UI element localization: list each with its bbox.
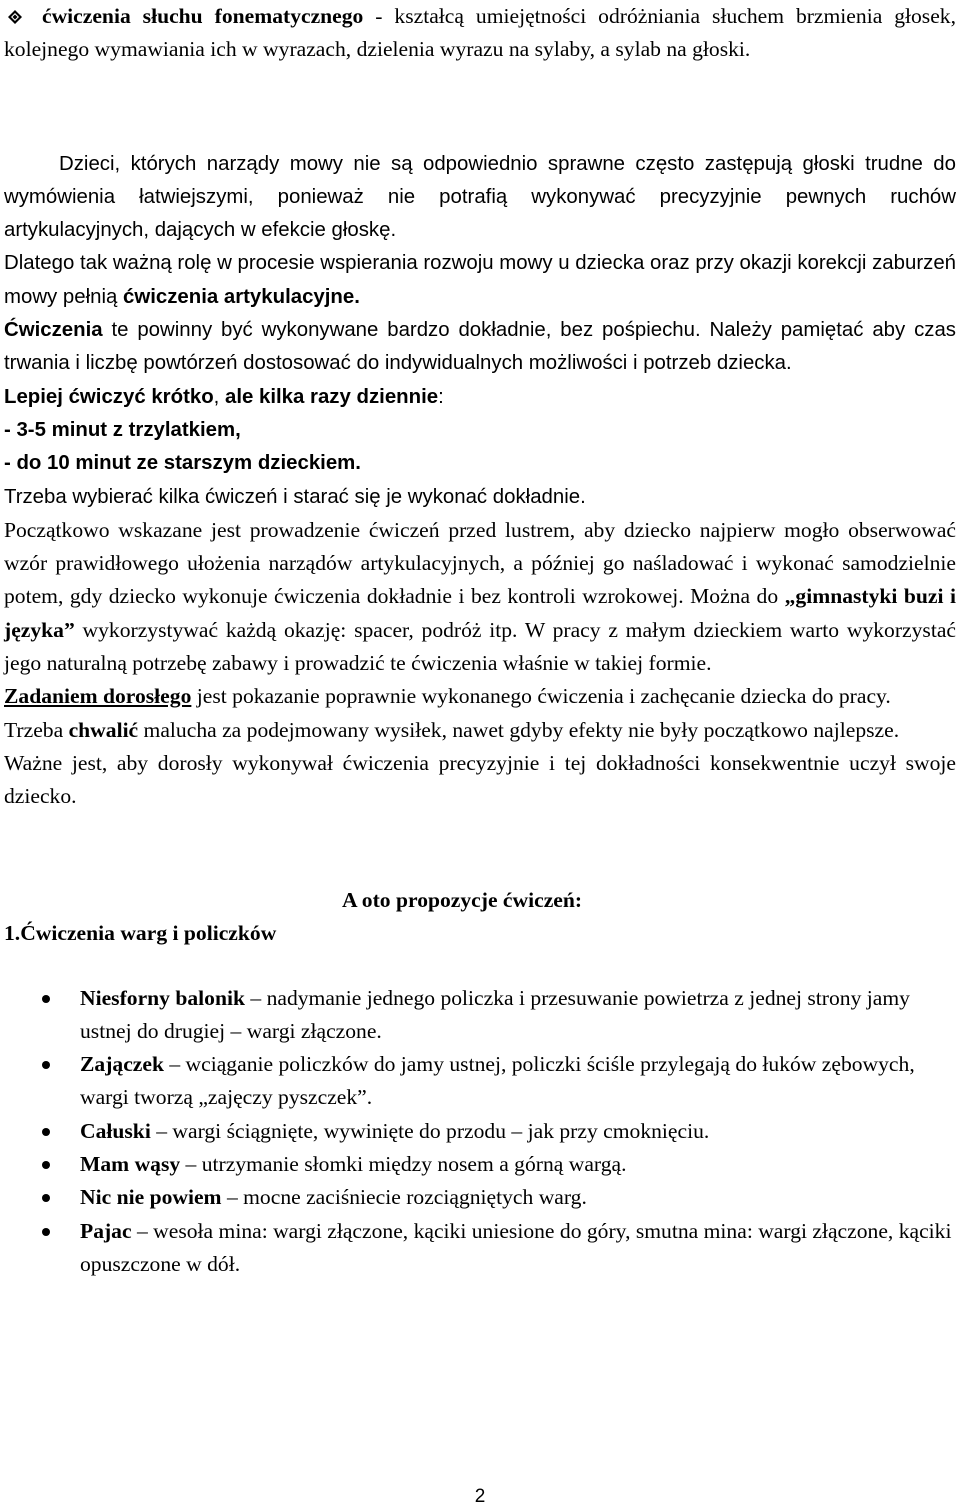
paragraph-5 [4, 414, 956, 447]
bullet-dot-icon [42, 1194, 50, 1202]
exercise-item [4, 1048, 956, 1115]
paragraph-8-bold: „gimnastyki buzi i języka” [4, 584, 956, 642]
exercise-name: Mam wąsy [80, 1152, 181, 1177]
paragraph-8-text-a: Początkowo wskazane jest prowadzenie ćwiczeń przed lustrem, aby dziecko najpierw mogło obserwować wzór prawidłowego ułożenia narządów artykulacyjnych, a później go naśladować i wykonać samodzielnie potem, gdy dziecko wykonuje ćwiczenia dokładnie i bez kontroli wzrokowej. Można do [4, 517, 956, 609]
exercise-desc: – wciąganie policzków do jamy ustnej, policzki ściśle przylegają do łuków zębowych, wargi tworzą „zajęczy pyszczek”. [80, 1052, 915, 1110]
bullet-dot-icon [42, 995, 50, 1003]
paragraph-8 [4, 514, 956, 680]
paragraph-9-underlined: Zadaniem dorosłego [4, 684, 192, 709]
exercise-item [4, 1181, 956, 1214]
exercise-name: Zajączek [80, 1052, 164, 1077]
paragraph-10-text-a: Trzeba [4, 717, 69, 742]
duration-10: - do 10 minut ze starszym dzieckiem. [4, 452, 361, 475]
exercise-item [4, 1215, 956, 1282]
bullet-dot-icon [42, 1061, 50, 1069]
paragraph-2-bold: ćwiczenia artykulacyjne. [123, 285, 360, 308]
paragraph-2 [4, 247, 956, 314]
exercise-desc: – utrzymanie słomki między nosem a górną wargą. [180, 1152, 627, 1177]
bullet-dot-icon [42, 1228, 50, 1236]
intro-paragraph [4, 0, 956, 67]
proposals-heading: A oto propozycje ćwiczeń: [342, 887, 583, 912]
paragraph-4-bold-a: Lepiej ćwiczyć krótko [4, 385, 214, 408]
paragraph-2-text: Dlatego tak ważną rolę w procesie wspierania rozwoju mowy u dziecka oraz przy okazji korekcji zaburzeń mowy pełnią [4, 252, 956, 308]
exercise-name: Pajac [80, 1218, 132, 1243]
paragraph-3 [4, 314, 956, 381]
exercise-desc: – wesoła mina: wargi złączone, kąciki uniesione do góry, smutna mina: wargi złączone, kąciki opuszczone w dół. [80, 1218, 952, 1276]
paragraph-10-text-b: malucha za podejmowany wysiłek, nawet gdyby efekty nie były początkowo najlepsze. [138, 717, 900, 742]
exercise-desc: – wargi ściągnięte, wywinięte do przodu – jak przy cmoknięciu. [150, 1118, 710, 1143]
diamond-bullet-icon [8, 10, 22, 24]
duration-3-5: - 3-5 minut z trzylatkiem, [4, 418, 241, 441]
exercise-item [4, 1148, 956, 1181]
paragraph-6 [4, 447, 956, 480]
paragraph-7: Trzeba wybierać kilka ćwiczeń i starać się je wykonać dokładnie. [4, 485, 586, 508]
paragraph-9 [4, 680, 956, 713]
exercise-desc: – mocne zaciśniecie rozciągniętych warg. [221, 1185, 587, 1210]
paragraph-4-sep: , [213, 385, 225, 408]
paragraph-4 [4, 381, 956, 414]
bullet-dot-icon [42, 1161, 50, 1169]
paragraph-8-text-b: wykorzystywać każdą okazję: spacer, podróż itp. W pracy z małym dzieckiem warto wykorzystać jego naturalną potrzebę zabawy i prowadzić te ćwiczenia właśnie w takiej formie. [4, 617, 956, 676]
paragraph-3-bold: Ćwiczenia [4, 319, 103, 342]
page-number: 2 [474, 1486, 486, 1507]
exercise-name: Nic nie powiem [80, 1185, 222, 1210]
bullet-dot-icon [42, 1128, 50, 1136]
intro-lead: ćwiczenia słuchu fonematycznego [42, 4, 364, 28]
exercise-name: Całuski [80, 1118, 151, 1143]
paragraph-10 [4, 714, 956, 747]
intro-rest: - kształcą umiejętności odróżniania słuchem brzmienia głosek, kolejnego wymawiania ich w wyrazach, dzielenia wyrazu na sylaby, a sylab na głoski. [4, 4, 956, 62]
section-1-heading: 1.Ćwiczenia warg i policzków [4, 920, 277, 945]
paragraph-4-bold-b: ale kilka razy dziennie [225, 385, 439, 408]
exercise-item [4, 982, 956, 1049]
exercise-desc: – nadymanie jednego policzka i przesuwanie powietrza z jednej strony jamy ustnej do drugiej – wargi złączone. [80, 985, 910, 1043]
paragraph-11: Ważne jest, aby dorosły wykonywał ćwiczenia precyzyjnie i tej dokładności konsekwentnie uczył swoje dziecko. [4, 750, 956, 809]
exercise-list [4, 982, 956, 1282]
paragraph-1: Dzieci, których narządy mowy nie są odpowiednio sprawne często zastępują głoski trudne do wymówienia łatwiejszymi, ponieważ nie potrafią wykonywać precyzyjnie pewnych ruchów artykulacyjnych, dających w efekcie głoskę. [4, 152, 956, 242]
paragraph-4-colon: : [438, 385, 444, 408]
exercise-name: Niesforny balonik [80, 985, 245, 1010]
paragraph-10-bold: chwalić [68, 717, 139, 742]
paragraph-3-text: te powinny być wykonywane bardzo dokładnie, bez pośpiechu. Należy pamiętać aby czas trwania i liczbę powtórzeń dostosować do indywidualnych możliwości i potrzeb dziecka. [4, 319, 956, 375]
exercise-item [4, 1115, 956, 1148]
paragraph-9-text: jest pokazanie poprawnie wykonanego ćwiczenia i zachęcanie dziecka do pracy. [191, 684, 891, 709]
